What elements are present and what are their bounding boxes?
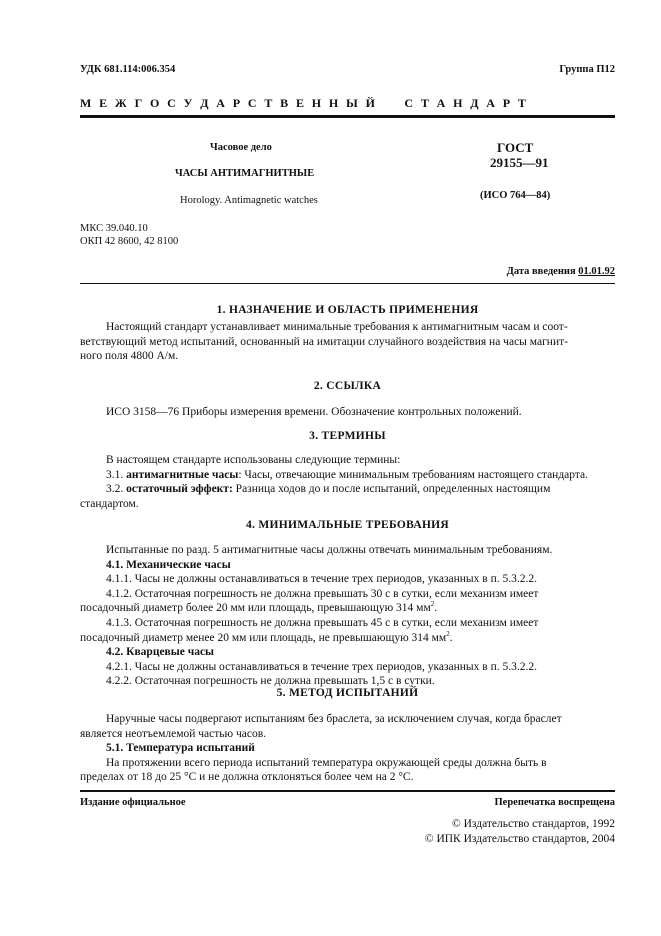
copyright-2004: © ИПК Издательство стандартов, 2004: [424, 833, 615, 845]
section-3-intro: В настоящем стандарте использованы следующие термины:: [106, 454, 401, 466]
iso-reference: (ИСО 764—84): [480, 190, 551, 201]
clause-4-1-3-cont: [80, 631, 615, 646]
group-code: Группа П12: [559, 64, 615, 75]
copyright-1992: © Издательство стандартов, 1992: [451, 818, 615, 830]
official-edition: Издание официальное: [80, 797, 186, 808]
english-title: Horology. Antimagnetic watches: [180, 195, 318, 206]
clause-4-1-2-text: посадочный диаметр более 20 мм или площадь, превышающую 314 мм: [80, 602, 431, 615]
section-1-heading: 1. НАЗНАЧЕНИЕ И ОБЛАСТЬ ПРИМЕНЕНИЯ: [216, 304, 479, 316]
clause-4-1-2-sup: 2: [430, 600, 435, 609]
subsection-4-1-heading: 4.1. Механические часы: [106, 558, 231, 571]
term-3-1-term: антимагнитные часы: [126, 468, 239, 481]
section-5-para-2: На протяжении всего периода испытаний температура окружающей среды должна быть в: [106, 756, 547, 769]
gost-number: 29155—91: [490, 155, 549, 170]
footer-rule: [80, 790, 615, 792]
term-3-2-term: остаточный эффект:: [126, 483, 233, 496]
section-1-text: [80, 320, 615, 364]
effective-date: [507, 266, 615, 277]
section-1-line-1: Настоящий стандарт устанавливает минимальные требования к антимагнитным часам и соот-: [106, 321, 568, 333]
clause-4-1-3: 4.1.3. Остаточная погрешность не должна превышать 45 с в сутки, если механизм имеет: [106, 616, 539, 629]
section-5-text: [80, 712, 615, 785]
term-3-1: [80, 468, 615, 483]
subsection-5-1-heading: 5.1. Температура испытаний: [106, 742, 255, 755]
section-3-heading: 3. ТЕРМИНЫ: [309, 430, 386, 442]
document-title: ЧАСЫ АНТИМАГНИТНЫЕ: [175, 168, 315, 179]
section-5-para-2-cont: пределах от 18 до 25 °С и не должна отклоняться более чем на 2 °С.: [80, 771, 414, 784]
reprint-notice: Перепечатка воспрещена: [494, 797, 615, 808]
term-3-2-definition-cont: стандартом.: [80, 497, 139, 510]
udk-code: УДК 681.114:006.354: [80, 64, 176, 75]
term-3-2-definition: Разница ходов до и после испытаний, определенных настоящим: [232, 483, 551, 496]
clause-4-2-2: 4.2.2. Остаточная погрешность не должна превышать 1,5 с в сутки.: [106, 675, 435, 688]
section-4-heading: 4. МИНИМАЛЬНЫЕ ТРЕБОВАНИЯ: [245, 519, 450, 531]
section-3-text: [80, 453, 615, 511]
section-5-para-1-cont: является неотъемлемой частью часов.: [80, 727, 267, 740]
clause-4-1-2-end: .: [434, 602, 438, 615]
clause-4-1-3-text: посадочный диаметр менее 20 мм или площадь, не превышающую 314 мм: [80, 631, 447, 644]
section-1-line-2: ветствующий метод испытаний, основанный на имитации случайного воздействия на часы магнит-: [80, 335, 568, 348]
title-rule: [80, 283, 615, 284]
section-4-text: [80, 543, 615, 689]
section-5-para-1: Наручные часы подвергают испытаниям без браслета, за исключением случая, когда браслет: [106, 713, 562, 725]
effective-date-label: Дата введения: [506, 266, 576, 277]
term-3-1-number: 3.1.: [106, 468, 124, 481]
section-5-heading: 5. МЕТОД ИСПЫТАНИЙ: [276, 687, 419, 699]
clause-4-1-1: 4.1.1. Часы не должны останавливаться в течение трех периодов, указанных в п. 5.3.2.2.: [106, 573, 537, 586]
banner-rule: [80, 115, 615, 118]
okp-code: ОКП 42 8600, 42 8100: [80, 236, 179, 247]
effective-date-value: 01.01.92: [578, 266, 615, 277]
subsection-4-2-heading: 4.2. Кварцевые часы: [106, 646, 215, 659]
clause-4-1-3-end: .: [449, 631, 453, 644]
clause-4-1-2: 4.1.2. Остаточная погрешность не должна превышать 30 с в сутки, если механизм имеет: [106, 587, 539, 600]
clause-4-1-2-cont: [80, 601, 615, 616]
clause-4-1-3-sup: 2: [446, 629, 450, 638]
banner-title: М Е Ж Г О С У Д А Р С Т В Е Н Н Ы Й С Т А Н Д А Р Т: [80, 96, 529, 110]
gost-label: ГОСТ: [497, 140, 534, 155]
term-3-2: [80, 482, 615, 497]
section-2-text: ИСО 3158—76 Приборы измерения времени. Обозначение контрольных положений.: [106, 406, 522, 418]
mks-code: МКС 39.040.10: [80, 223, 148, 234]
section-4-intro: Испытанные по разд. 5 антимагнитные часы должны отвечать минимальным требованиям.: [106, 544, 553, 556]
term-3-2-number: 3.2.: [106, 483, 124, 496]
clause-4-2-1: 4.2.1. Часы не должны останавливаться в течение трех периодов, указанных в п. 5.3.2.2.: [106, 660, 537, 673]
term-3-1-definition: : Часы, отвечающие минимальным требованиям настоящего стандарта.: [238, 468, 589, 481]
section-2-heading: 2. ССЫЛКА: [313, 380, 382, 392]
category-label: Часовое дело: [210, 142, 272, 153]
section-1-line-3: ного поля 4800 А/м.: [80, 350, 179, 363]
